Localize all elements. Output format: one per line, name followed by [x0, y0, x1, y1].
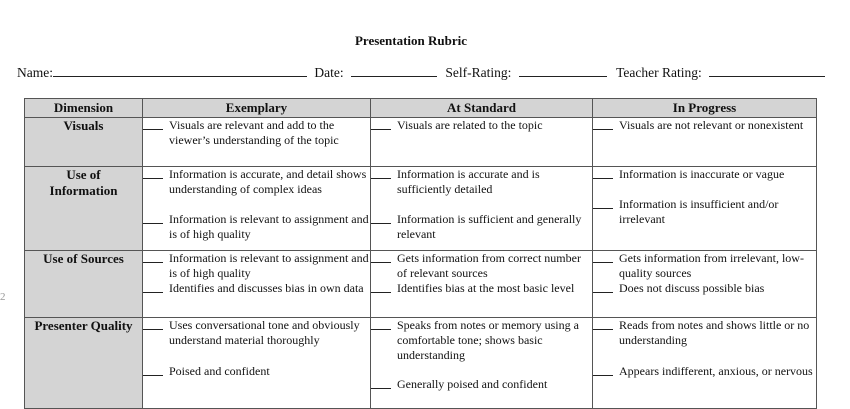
- check-blank[interactable]: [593, 251, 613, 263]
- exemplary-cell: [143, 318, 371, 409]
- table-row: [25, 118, 817, 167]
- criterion-item: Information is relevant to assignment and is of high quality: [143, 212, 370, 242]
- check-blank[interactable]: [593, 318, 613, 330]
- check-blank[interactable]: [593, 167, 613, 179]
- criterion-item: Information is accurate and is sufficiently detailed: [371, 167, 592, 197]
- criterion-item: Information is accurate, and detail shows understanding of complex ideas: [143, 167, 370, 197]
- table-row: [25, 318, 817, 409]
- header-in-progress: In Progress: [593, 99, 817, 118]
- check-blank[interactable]: [371, 251, 391, 263]
- table-row: [25, 167, 817, 251]
- criterion-item: Appears indifferent, anxious, or nervous: [593, 364, 816, 379]
- check-blank[interactable]: [593, 118, 613, 130]
- check-blank[interactable]: [143, 364, 163, 376]
- in-progress-cell: [593, 167, 817, 251]
- check-blank[interactable]: [593, 197, 613, 209]
- check-blank[interactable]: [143, 167, 163, 179]
- dimension-cell: Use of Information: [25, 167, 143, 251]
- criterion-item: Visuals are not relevant or nonexistent: [593, 118, 816, 133]
- criterion-item: Does not discuss possible bias: [593, 281, 816, 296]
- date-field[interactable]: [351, 64, 437, 77]
- criterion-item: Gets information from correct number of relevant sources: [371, 251, 592, 281]
- criterion-item: Information is relevant to assignment and is of high quality: [143, 251, 370, 281]
- table-row: [25, 251, 817, 318]
- self-rating-field[interactable]: [519, 64, 607, 77]
- criterion-item: Visuals are related to the topic: [371, 118, 592, 133]
- criterion-item: Poised and confident: [143, 364, 370, 379]
- name-label: Name:: [17, 65, 53, 80]
- dimension-cell: Use of Sources: [25, 251, 143, 318]
- page-title: Presentation Rubric: [354, 33, 468, 48]
- criterion-item: Speaks from notes or memory using a comfortable tone; shows basic understanding: [371, 318, 592, 363]
- dimension-cell: Visuals: [25, 118, 143, 167]
- header-exemplary: Exemplary: [143, 99, 371, 118]
- header-at-standard: At Standard: [371, 99, 593, 118]
- check-blank[interactable]: [371, 118, 391, 130]
- criterion-item: Uses conversational tone and obviously understand material thoroughly: [143, 318, 370, 348]
- in-progress-cell: [593, 318, 817, 409]
- at-standard-cell: [371, 118, 593, 167]
- self-rating-label: Self-Rating:: [445, 65, 512, 80]
- check-blank[interactable]: [143, 318, 163, 330]
- criterion-item: Gets information from irrelevant, low-quality sources: [593, 251, 816, 281]
- exemplary-cell: [143, 118, 371, 167]
- in-progress-cell: [593, 251, 817, 318]
- teacher-rating-field[interactable]: [709, 64, 825, 77]
- at-standard-cell: [371, 251, 593, 318]
- check-blank[interactable]: [371, 318, 391, 330]
- date-label: Date:: [314, 65, 344, 80]
- check-blank[interactable]: [593, 364, 613, 376]
- check-blank[interactable]: [371, 377, 391, 389]
- at-standard-cell: [371, 167, 593, 251]
- margin-mark: 2: [0, 291, 6, 303]
- teacher-rating-label: Teacher Rating:: [616, 65, 702, 80]
- student-info-row: [17, 64, 825, 81]
- criterion-item: Information is sufficient and generally relevant: [371, 212, 592, 242]
- check-blank[interactable]: [371, 167, 391, 179]
- at-standard-cell: [371, 318, 593, 409]
- check-blank[interactable]: [371, 281, 391, 293]
- rubric-table: [24, 98, 817, 409]
- criterion-item: Visuals are relevant and add to the viewer’s understanding of the topic: [143, 118, 370, 148]
- check-blank[interactable]: [143, 118, 163, 130]
- check-blank[interactable]: [143, 251, 163, 263]
- criterion-item: Reads from notes and shows little or no understanding: [593, 318, 816, 348]
- criterion-item: Identifies and discusses bias in own data: [143, 281, 370, 296]
- criterion-item: Information is insufficient and/or irrelevant: [593, 197, 816, 227]
- check-blank[interactable]: [143, 212, 163, 224]
- criterion-item: Identifies bias at the most basic level: [371, 281, 592, 296]
- header-dimension: Dimension: [25, 99, 143, 118]
- criterion-item: Generally poised and confident: [371, 377, 592, 392]
- in-progress-cell: [593, 118, 817, 167]
- exemplary-cell: [143, 251, 371, 318]
- name-field[interactable]: [53, 64, 307, 77]
- exemplary-cell: [143, 167, 371, 251]
- check-blank[interactable]: [371, 212, 391, 224]
- criterion-item: Information is inaccurate or vague: [593, 167, 816, 182]
- dimension-cell: Presenter Quality: [25, 318, 143, 409]
- check-blank[interactable]: [593, 281, 613, 293]
- header-row: [25, 99, 817, 118]
- check-blank[interactable]: [143, 281, 163, 293]
